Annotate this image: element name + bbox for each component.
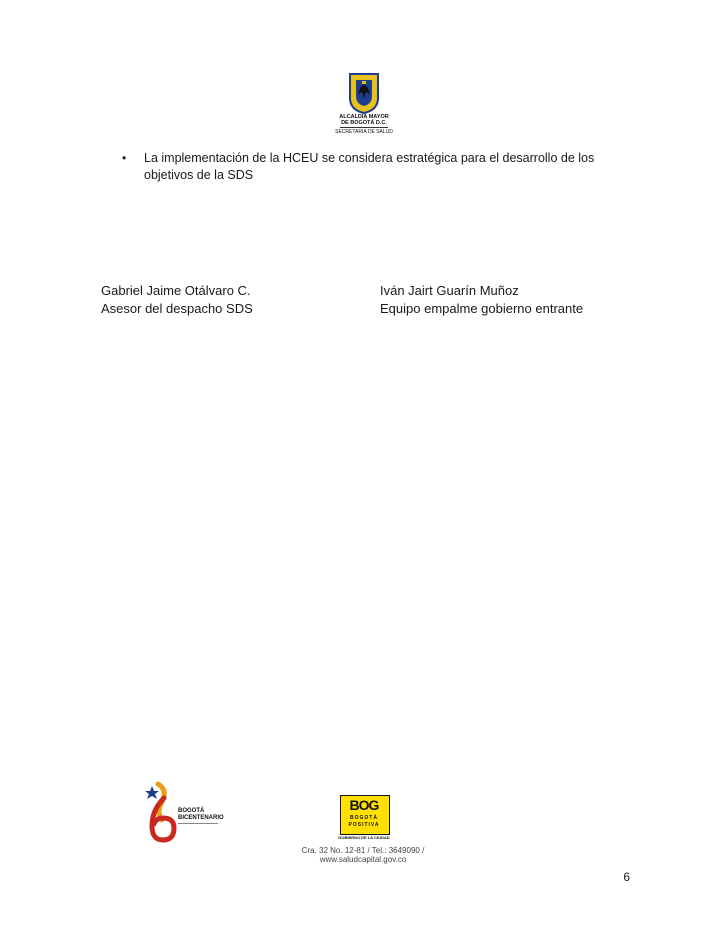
bogota-crest-icon [334, 72, 394, 114]
signatory-name: Iván Jairt Guarín Muñoz [380, 283, 519, 298]
signatory-name: Gabriel Jaime Otálvaro C. [101, 283, 251, 298]
bogota-positiva-logo [338, 795, 390, 843]
page-number: 6 [623, 870, 630, 884]
bog-logo-mid1: BOGOTÁ [350, 815, 378, 821]
signatory-role: Equipo empalme gobierno entrante [380, 301, 584, 316]
logo-line-2: DE BOGOTÁ D.C. [341, 120, 387, 126]
footer-address: Cra. 32 No. 12-81 / Tel.: 3649090 / www.saludcapital.gov.co [301, 846, 425, 864]
logo-divider [340, 127, 388, 128]
bullet-text: La implementación de la HCEU se considera estratégica para el desarrollo de los objetivos de la SDS [144, 151, 595, 182]
signature-right [380, 282, 583, 318]
bicentenario-icon [142, 780, 182, 844]
alcaldia-logo [334, 72, 394, 136]
signatory-role: Asesor del despacho SDS [101, 301, 253, 316]
bog-logo-mid2: POSITIVA [348, 822, 380, 828]
bicentenario-line-2: BICENTENARIO [178, 815, 224, 821]
logo-line-1: ALCALDÍA MAYOR [339, 114, 389, 120]
logo-sub: SECRETARIA DE SALUD [335, 129, 393, 135]
bicentenario-line-1: BOGOTÁ [178, 808, 205, 814]
bicentenario-underline [178, 823, 218, 824]
bog-logo-top: BOG [349, 797, 379, 813]
bog-logo-caption: GOBIERNO DE LA CIUDAD [338, 835, 390, 840]
signature-left [101, 282, 253, 318]
bullet-icon: • [122, 151, 127, 165]
bicentenario-logo [142, 780, 232, 844]
